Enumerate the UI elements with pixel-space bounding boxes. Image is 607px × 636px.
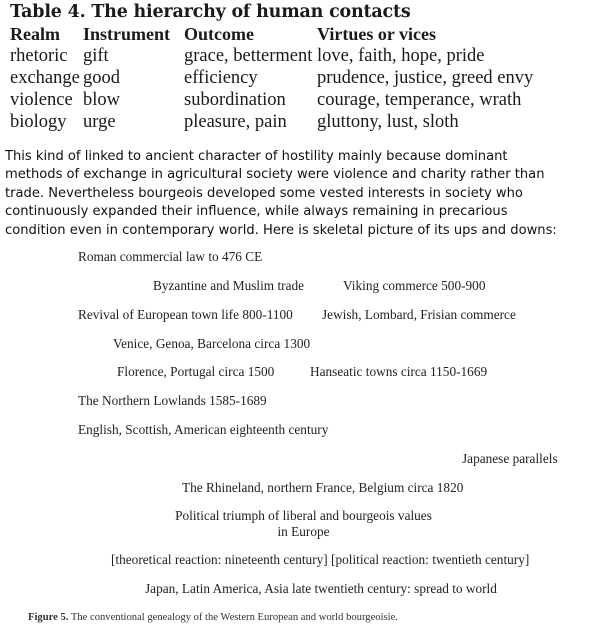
header-instrument: Instrument — [83, 24, 171, 44]
caption-text: The conventional genealogy of the Western European and world bourgeoisie. — [70, 612, 398, 623]
figure-caption — [28, 612, 398, 623]
cell-realm: violence — [10, 90, 73, 110]
cell-outcome: subordination — [184, 90, 286, 110]
cell-outcome: efficiency — [184, 68, 258, 88]
cell-virtues: love, faith, hope, pride — [317, 46, 485, 66]
table-header-row — [0, 24, 607, 46]
paragraph-line: continuously expanded their influence, while always remaining in precarious — [5, 204, 508, 220]
figure-japanese: Japanese parallels — [462, 451, 558, 466]
body-paragraph — [5, 148, 605, 240]
cell-virtues: prudence, justice, greed envy — [317, 68, 534, 88]
figure-roman: Roman commercial law to 476 CE — [78, 249, 263, 264]
cell-virtues: gluttony, lust, sloth — [317, 112, 459, 132]
figure-jewish: Jewish, Lombard, Frisian commerce — [322, 307, 516, 322]
figure-political-line2: in Europe — [277, 524, 330, 539]
figure-english: English, Scottish, American eighteenth century — [78, 422, 329, 437]
figure-hanseatic: Hanseatic towns circa 1150-1669 — [310, 364, 488, 379]
figure-lowlands: The Northern Lowlands 1585-1689 — [78, 393, 267, 408]
cell-outcome: grace, betterment — [184, 46, 313, 66]
cell-instrument: urge — [83, 112, 116, 132]
paragraph-line: methods of exchange in agricultural society were violence and charity rather than — [5, 167, 545, 183]
cell-instrument: good — [83, 68, 120, 88]
figure-rhineland: The Rhineland, northern France, Belgium circa 1820 — [182, 480, 464, 495]
paragraph-line: condition even in contemporary world. Here is skeletal picture of its ups and downs: — [5, 222, 557, 238]
cell-realm: biology — [10, 112, 67, 132]
table-title: Table 4. The hierarchy of human contacts — [10, 2, 411, 22]
paragraph-line: trade. Nevertheless bourgeois developed some vested interests in society who — [5, 185, 523, 201]
cell-instrument: gift — [83, 46, 109, 66]
paragraph-line: This kind of linked to ancient character of hostility mainly because dominant — [5, 149, 508, 164]
figure-revival: Revival of European town life 800-1100 — [78, 307, 293, 322]
figure-byzantine: Byzantine and Muslim trade — [153, 278, 305, 293]
cell-realm: exchange — [10, 68, 80, 88]
figure-reaction: [theoretical reaction: nineteenth century] [political reaction: twentieth century] — [111, 552, 530, 567]
header-outcome: Outcome — [184, 24, 254, 44]
table-row — [0, 46, 607, 68]
cell-virtues: courage, temperance, wrath — [317, 90, 522, 110]
cell-realm: rhetoric — [10, 46, 68, 66]
figure-japan: Japan, Latin America, Asia late twentieth century: spread to world — [145, 581, 497, 596]
figure-venice: Venice, Genoa, Barcelona circa 1300 — [113, 336, 311, 351]
figure-political-line1: Political triumph of liberal and bourgeois values — [175, 508, 432, 523]
table-row — [0, 112, 607, 134]
table-row — [0, 90, 607, 112]
table-row — [0, 68, 607, 90]
figure-viking: Viking commerce 500-900 — [343, 278, 486, 293]
cell-outcome: pleasure, pain — [184, 112, 287, 132]
figure-florence: Florence, Portugal circa 1500 — [117, 364, 275, 379]
caption-label: Figure 5. — [28, 612, 69, 623]
header-realm: Realm — [10, 24, 60, 44]
cell-instrument: blow — [83, 90, 120, 110]
header-virtues: Virtues or vices — [317, 24, 436, 44]
